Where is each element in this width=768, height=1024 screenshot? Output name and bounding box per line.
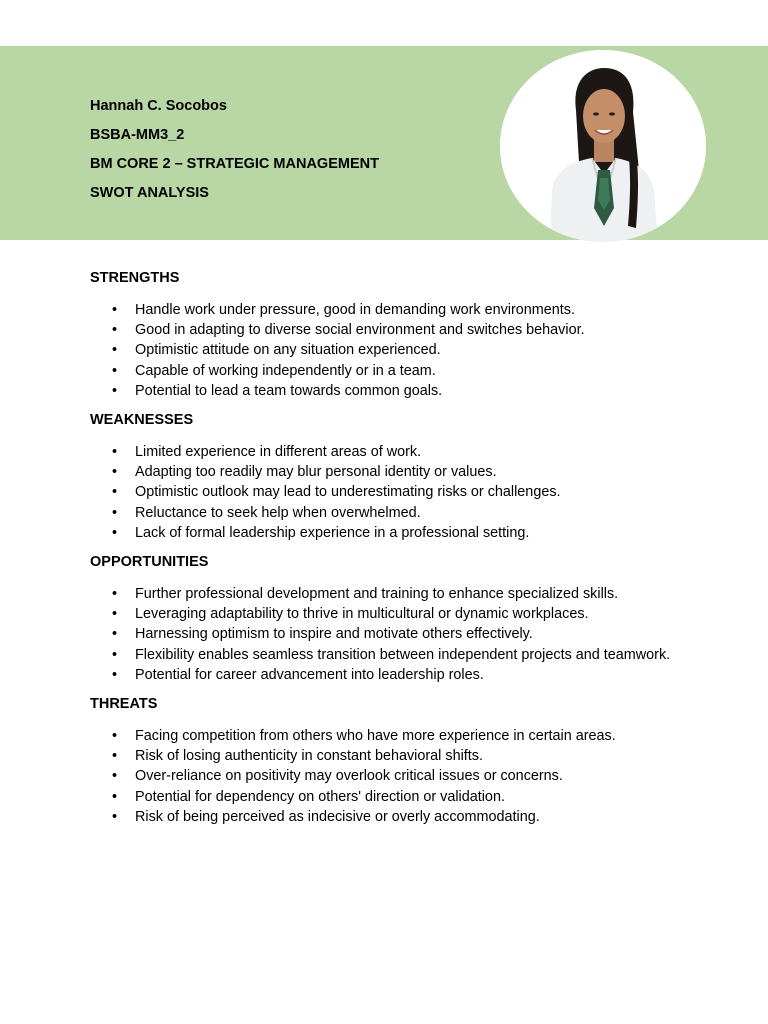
strengths-list xyxy=(90,300,678,401)
weaknesses-heading: WEAKNESSES xyxy=(90,412,194,429)
list-item: • Optimistic outlook may lead to underestimating risks or challenges. xyxy=(90,482,678,502)
list-item: • Harnessing optimism to inspire and motivate others effectively. xyxy=(90,624,678,644)
list-item: • Potential for dependency on others' direction or validation. xyxy=(90,787,678,807)
list-item: • Optimistic attitude on any situation experienced. xyxy=(90,340,678,360)
weaknesses-list xyxy=(90,442,678,543)
list-item: • Lack of formal leadership experience in a professional setting. xyxy=(90,523,678,543)
list-item: • Reluctance to seek help when overwhelmed. xyxy=(90,503,678,523)
list-item: • Leveraging adaptability to thrive in multicultural or dynamic workplaces. xyxy=(90,604,678,624)
list-item: • Adapting too readily may blur personal identity or values. xyxy=(90,462,678,482)
list-item: • Limited experience in different areas of work. xyxy=(90,442,678,462)
class-section: BSBA-MM3_2 xyxy=(90,127,185,143)
list-item: • Further professional development and training to enhance specialized skills. xyxy=(90,584,678,604)
list-item: • Potential to lead a team towards common goals. xyxy=(90,381,678,401)
student-name: Hannah C. Socobos xyxy=(90,98,227,114)
portrait-illustration xyxy=(500,50,706,242)
list-item: • Handle work under pressure, good in demanding work environments. xyxy=(90,300,678,320)
strengths-heading: STRENGTHS xyxy=(90,270,180,286)
list-item: • Potential for career advancement into leadership roles. xyxy=(90,665,678,685)
list-item: • Facing competition from others who have more experience in certain areas. xyxy=(90,726,678,746)
list-item: • Flexibility enables seamless transition between independent projects and teamwork. xyxy=(90,645,678,665)
list-item: • Risk of being perceived as indecisive or overly accommodating. xyxy=(90,807,678,827)
list-item: • Good in adapting to diverse social environment and switches behavior. xyxy=(90,320,678,340)
profile-photo xyxy=(500,50,706,242)
opportunities-heading: OPPORTUNITIES xyxy=(90,554,209,571)
opportunities-list xyxy=(90,584,678,685)
document-title: SWOT ANALYSIS xyxy=(90,185,209,201)
list-item: • Risk of losing authenticity in constant behavioral shifts. xyxy=(90,746,678,766)
list-item: • Over-reliance on positivity may overlook critical issues or concerns. xyxy=(90,766,678,786)
course-title: BM CORE 2 – STRATEGIC MANAGEMENT xyxy=(90,156,379,172)
list-item: • Capable of working independently or in a team. xyxy=(90,361,678,381)
threats-list xyxy=(90,726,678,827)
swot-content xyxy=(90,268,678,836)
header-info xyxy=(90,92,379,208)
threats-heading: THREATS xyxy=(90,696,158,713)
